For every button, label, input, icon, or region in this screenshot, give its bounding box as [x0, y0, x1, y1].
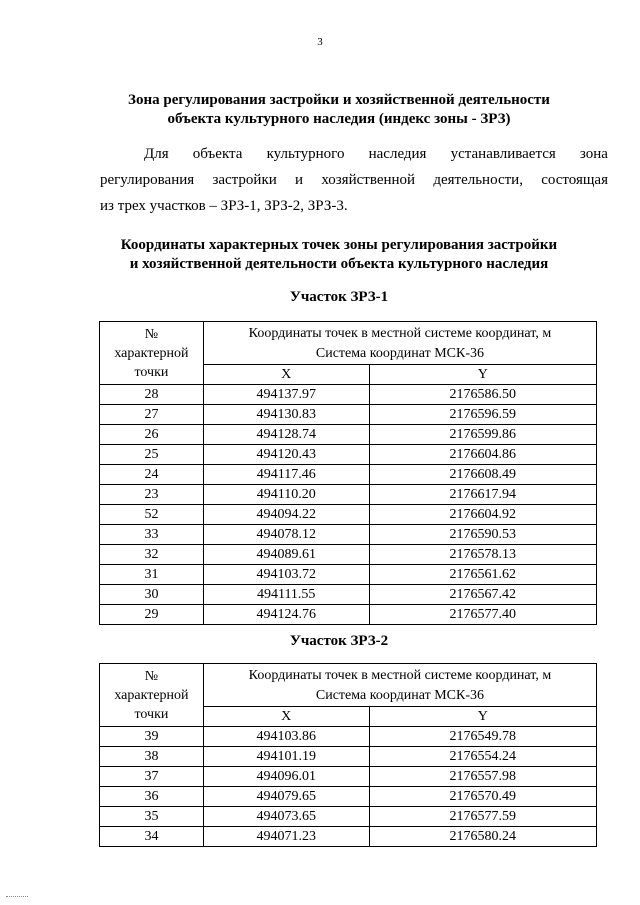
cell-x: 494110.20 — [203, 485, 369, 505]
cell-point-no: 27 — [100, 405, 204, 425]
header-coords-line2: Система координат МСК-36 — [315, 346, 484, 361]
section-title-zrz1: Участок ЗРЗ-1 — [289, 289, 389, 305]
cell-x: 494124.76 — [203, 605, 369, 625]
cell-x: 494079.65 — [203, 787, 369, 807]
table-body — [100, 727, 597, 847]
intro-word: устанавливается — [450, 146, 556, 162]
cell-point-no: 24 — [100, 465, 204, 485]
cell-point-no: 25 — [100, 445, 204, 465]
cell-point-no: 39 — [100, 727, 204, 747]
cell-x: 494103.72 — [203, 565, 369, 585]
cell-y: 2176577.59 — [369, 807, 596, 827]
cell-y: 2176599.86 — [369, 425, 596, 445]
table-row — [100, 405, 597, 425]
coords-heading — [0, 236, 640, 274]
header-point-no-line3: точки — [134, 364, 169, 380]
table-row — [100, 827, 597, 847]
table-row — [100, 445, 597, 465]
table-row — [100, 565, 597, 585]
coords-table-zrz2 — [99, 663, 597, 847]
header-point-no-line2: характерной — [114, 345, 189, 361]
cell-point-no: 26 — [100, 425, 204, 445]
header-coords-line1: Координаты точек в местной системе координат, м — [248, 326, 552, 341]
cell-y: 2176557.98 — [369, 767, 596, 787]
cell-y: 2176578.13 — [369, 545, 596, 565]
cell-x: 494137.97 — [203, 385, 369, 405]
cell-x: 494111.55 — [203, 585, 369, 605]
cell-y: 2176570.49 — [369, 787, 596, 807]
cell-y: 2176590.53 — [369, 525, 596, 545]
cell-y: 2176561.62 — [369, 565, 596, 585]
coords-table-zrz1 — [99, 321, 597, 625]
header-x: X — [203, 365, 369, 385]
zone-heading-line2: объекта культурного наследия (индекс зоны - ЗРЗ) — [167, 111, 511, 127]
zone-heading-line1: Зона регулирования застройки и хозяйственной деятельности — [128, 92, 550, 108]
header-point-no-line2: характерной — [114, 687, 189, 703]
cell-y: 2176549.78 — [369, 727, 596, 747]
cell-y: 2176596.59 — [369, 405, 596, 425]
cell-y: 2176608.49 — [369, 465, 596, 485]
table-row — [100, 787, 597, 807]
table-row — [100, 545, 597, 565]
zone-heading — [0, 91, 640, 129]
table-row — [100, 807, 597, 827]
table-row — [100, 747, 597, 767]
header-coords — [203, 664, 596, 707]
intro-word: и — [295, 172, 304, 188]
intro-word: регулирования — [100, 172, 195, 188]
intro-word: зона — [579, 146, 608, 162]
table-row — [100, 505, 597, 525]
table-row — [100, 485, 597, 505]
intro-paragraph — [100, 141, 608, 219]
table-body — [100, 385, 597, 625]
cell-y: 2176617.94 — [369, 485, 596, 505]
header-point-no — [100, 664, 204, 727]
table-row — [100, 727, 597, 747]
table-row — [100, 425, 597, 445]
cell-point-no: 28 — [100, 385, 204, 405]
cell-y: 2176580.24 — [369, 827, 596, 847]
header-coords-line2: Система координат МСК-36 — [315, 688, 484, 703]
cell-x: 494096.01 — [203, 767, 369, 787]
cell-point-no: 30 — [100, 585, 204, 605]
cell-x: 494120.43 — [203, 445, 369, 465]
cell-y: 2176604.92 — [369, 505, 596, 525]
cell-x: 494117.46 — [203, 465, 369, 485]
header-point-no-line1: № — [144, 668, 159, 684]
table-row — [100, 465, 597, 485]
cell-point-no: 33 — [100, 525, 204, 545]
cell-y: 2176567.42 — [369, 585, 596, 605]
cell-y: 2176604.86 — [369, 445, 596, 465]
cell-point-no: 32 — [100, 545, 204, 565]
cell-x: 494094.22 — [203, 505, 369, 525]
cell-y: 2176586.50 — [369, 385, 596, 405]
page-number: 3 — [317, 36, 323, 48]
header-coords-line1: Координаты точек в местной системе координат, м — [248, 668, 552, 683]
intro-word: застройки — [212, 172, 277, 188]
cell-x: 494101.19 — [203, 747, 369, 767]
coords-heading-line2: и хозяйственной деятельности объекта культурного наследия — [129, 256, 549, 272]
intro-line2 — [100, 167, 608, 193]
cell-x: 494071.23 — [203, 827, 369, 847]
coords-heading-line1: Координаты характерных точек зоны регулирования застройки — [120, 237, 558, 253]
cell-y: 2176554.24 — [369, 747, 596, 767]
intro-word: объекта — [192, 146, 243, 162]
intro-word: хозяйственной — [321, 172, 416, 188]
cell-point-no: 29 — [100, 605, 204, 625]
table-row — [100, 525, 597, 545]
intro-word: наследия — [368, 146, 427, 162]
cell-x: 494130.83 — [203, 405, 369, 425]
cell-x: 494089.61 — [203, 545, 369, 565]
cell-x: 494078.12 — [203, 525, 369, 545]
cell-point-no: 37 — [100, 767, 204, 787]
header-point-no — [100, 322, 204, 385]
intro-line3: из трех участков – ЗРЗ-1, ЗРЗ-2, ЗРЗ-3. — [100, 198, 348, 214]
intro-word: Для — [144, 146, 169, 162]
header-coords — [203, 322, 596, 365]
cell-x: 494103.86 — [203, 727, 369, 747]
header-y: Y — [369, 365, 596, 385]
cell-point-no: 38 — [100, 747, 204, 767]
cell-y: 2176577.40 — [369, 605, 596, 625]
intro-word: состоящая — [541, 172, 608, 188]
intro-line1 — [100, 141, 608, 167]
intro-word: деятельности, — [433, 172, 523, 188]
cell-x: 494073.65 — [203, 807, 369, 827]
cell-point-no: 34 — [100, 827, 204, 847]
section-title-zrz2: Участок ЗРЗ-2 — [289, 633, 389, 649]
scan-mark — [6, 896, 28, 899]
table-row — [100, 585, 597, 605]
header-point-no-line1: № — [144, 326, 159, 342]
cell-point-no: 35 — [100, 807, 204, 827]
header-point-no-line3: точки — [134, 706, 169, 722]
cell-point-no: 31 — [100, 565, 204, 585]
cell-x: 494128.74 — [203, 425, 369, 445]
table-row — [100, 605, 597, 625]
table-row — [100, 385, 597, 405]
cell-point-no: 36 — [100, 787, 204, 807]
intro-word: культурного — [266, 146, 345, 162]
cell-point-no: 52 — [100, 505, 204, 525]
header-y: Y — [369, 707, 596, 727]
cell-point-no: 23 — [100, 485, 204, 505]
header-x: X — [203, 707, 369, 727]
table-row — [100, 767, 597, 787]
